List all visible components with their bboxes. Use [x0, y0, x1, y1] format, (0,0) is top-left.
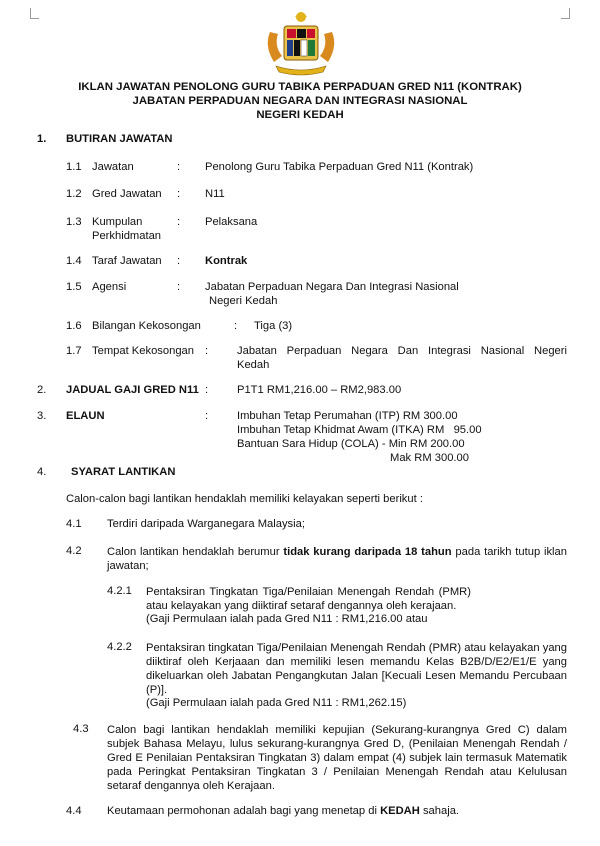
s3-colon: :	[205, 410, 209, 422]
s2-colon: :	[205, 384, 209, 396]
item-1-7-colon: :	[205, 345, 209, 357]
allowance-itp: Imbuhan Tetap Perumahan (ITP) RM 300.00	[237, 410, 458, 422]
header-line-3: NEGERI KEDAH	[256, 109, 344, 121]
header-line-1: IKLAN JAWATAN PENOLONG GURU TABIKA PERPADUAN GRED N11 (KONTRAK)	[78, 81, 522, 93]
item-1-2-num: 1.2	[66, 188, 82, 200]
item-1-7-label: Tempat Kekosongan	[92, 345, 194, 357]
allowance-cola-max: Mak RM 300.00	[390, 452, 469, 464]
item-1-3-value: Pelaksana	[205, 216, 258, 228]
item-1-5-label: Agensi	[92, 281, 127, 293]
item-1-3-label: Kumpulan	[92, 216, 143, 228]
item-1-5-colon: :	[177, 281, 181, 293]
item-1-1-num: 1.1	[66, 161, 82, 173]
allowance-itka: Imbuhan Tetap Khidmat Awam (ITKA) RM 95.00	[237, 424, 482, 436]
item-1-3-label-2: Perkhidmatan	[92, 230, 162, 242]
item-1-4-value: Kontrak	[205, 255, 248, 267]
item-4-3-num: 4.3	[73, 723, 89, 735]
item-4-2-num: 4.2	[66, 545, 82, 557]
item-1-4-colon: :	[177, 255, 181, 267]
item-1-5-value: Jabatan Perpaduan Negara Dan Integrasi Nasional	[205, 281, 459, 293]
item-1-1-colon: :	[177, 161, 181, 173]
item-1-6-label: Bilangan Kekosongan	[92, 320, 201, 332]
item-1-6-num: 1.6	[66, 320, 82, 332]
item-1-6-colon: :	[234, 320, 238, 332]
item-1-7-value-2: Kedah	[237, 359, 270, 371]
s4-intro: Calon-calon bagi lantikan hendaklah memiliki kelayakan seperti berikut :	[66, 493, 423, 505]
item-4-2-2-text: Pentaksiran tingkatan Tiga/Penilaian Menengah Rendah (PMR) atau kelayakan yang diiktiraf oleh Kerjaaan dan memiliki lesen memandu Kelas B2B/D/E2/E1/E yang dikeluarkan oleh Jabatan Pengangkutan Jalan [Kecuali Lesen Memandu Percubaan (P)].	[146, 642, 567, 696]
crop-mark-top-right	[561, 8, 570, 19]
item-4-2-text-post: pada tarikh tutup iklan jawatan;	[107, 546, 567, 572]
item-4-2-1-text: Pentaksiran Tingkatan Tiga/Penilaian Menengah Rendah (PMR) atau kelayakan yang diiktiraf setaraf dengannya oleh kerajaan.	[146, 586, 471, 612]
coat-of-arms-crest	[262, 10, 340, 78]
item-1-5-num: 1.5	[66, 281, 82, 293]
s3-title: ELAUN	[66, 410, 105, 422]
crop-mark-top-left	[30, 8, 39, 19]
item-1-6-value: Tiga (3)	[254, 320, 293, 332]
allowance-cola-min: Bantuan Sara Hidup (COLA) - Min RM 200.00	[237, 438, 465, 450]
item-4-2-2-num: 4.2.2	[107, 641, 132, 653]
item-4-4-text-post: sahaja.	[419, 805, 460, 817]
item-4-3-text: Calon bagi lantikan hendaklah memiliki kepujian (Sekurang-kurangnya Gred C) dalam subjek Bahasa Melayu, lulus sekurang-kurangnya Gred D, (Penilaian Menengah Rendah / Gred E Penilaian Pentaksiran Tingkatan 3) dalam empat (4) subjek lain termasuk Matematik pada Peringkat Pentaksiran Tingkatan 3 / Penilaian Menengah Rendah atau Kelulusan setaraf dengannya oleh Kerajaan.	[107, 724, 567, 792]
s3-number: 3.	[37, 410, 47, 422]
s1-title: BUTIRAN JAWATAN	[66, 133, 173, 145]
item-1-3-num: 1.3	[66, 216, 82, 228]
item-4-2-2-note: (Gaji Permulaan ialah pada Gred N11 : RM1,262.15)	[146, 697, 407, 709]
item-1-4-num: 1.4	[66, 255, 82, 267]
item-4-2-text	[107, 545, 567, 573]
item-1-7-num: 1.7	[66, 345, 82, 357]
item-4-2-text-bold: tidak kurang daripada 18 tahun	[283, 546, 452, 558]
item-4-2-text-pre: Calon lantikan hendaklah berumur	[107, 546, 284, 558]
item-1-4-label: Taraf Jawatan	[92, 255, 162, 267]
s2-number: 2.	[37, 384, 47, 396]
item-1-2-value: N11	[205, 188, 225, 200]
item-4-2-1-note: (Gaji Permulaan ialah pada Gred N11 : RM1,216.00 atau	[146, 613, 428, 625]
s4-title: SYARAT LANTIKAN	[71, 466, 176, 478]
item-1-2-label: Gred Jawatan	[92, 188, 162, 200]
item-1-5-value-2: Negeri Kedah	[209, 295, 278, 307]
item-4-4-text-pre: Keutamaan permohonan adalah bagi yang menetap di	[107, 805, 381, 817]
item-1-7-value: Jabatan Perpaduan Negara Dan Integrasi Nasional Negeri	[237, 345, 567, 357]
item-4-1-text: Terdiri daripada Warganegara Malaysia;	[107, 518, 305, 530]
s2-value: P1T1 RM1,216.00 – RM2,983.00	[237, 384, 402, 396]
item-1-1-label: Jawatan	[92, 161, 134, 173]
s2-title: JADUAL GAJI GRED N11	[66, 384, 199, 396]
item-4-4-text	[107, 805, 459, 817]
item-1-1-value: Penolong Guru Tabika Perpaduan Gred N11 (Kontrak)	[205, 161, 474, 173]
item-4-4-text-bold: KEDAH	[380, 805, 420, 817]
s4-number: 4.	[37, 466, 47, 478]
item-4-4-num: 4.4	[66, 805, 82, 817]
item-1-3-colon: :	[177, 216, 181, 228]
header-line-2: JABATAN PERPADUAN NEGARA DAN INTEGRASI NASIONAL	[132, 95, 468, 107]
item-4-1-num: 4.1	[66, 518, 82, 530]
item-4-2-1-num: 4.2.1	[107, 585, 132, 597]
s1-number: 1.	[37, 133, 47, 145]
item-1-2-colon: :	[177, 188, 181, 200]
